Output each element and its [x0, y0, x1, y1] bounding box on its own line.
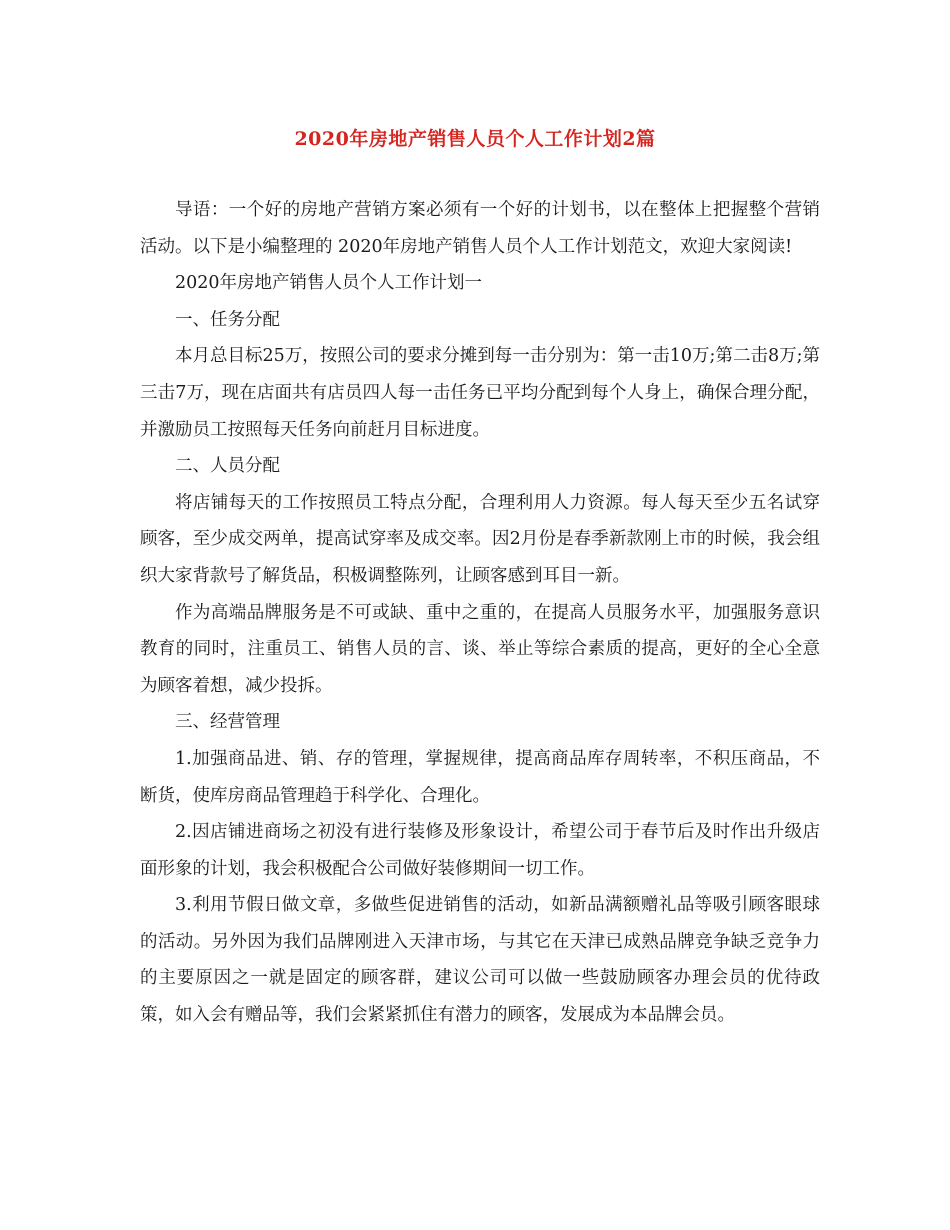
intro-paragraph: 导语：一个好的房地产营销方案必须有一个好的计划书，以在整体上把握整个营销活动。以下是小编整理的 2020年房地产销售人员个人工作计划范文，欢迎大家阅读!	[140, 200, 820, 257]
task-allocation-paragraph: 本月总目标25万，按照公司的要求分摊到每一击分别为：第一击10万;第二击8万;第三击7万，现在店面共有店员四人每一击任务已平均分配到每个人身上，确保合理分配，并激励员工按照每天任务向前赶月目标进度。	[140, 346, 820, 440]
operations-item-1: 1.加强商品进、销、存的管理，掌握规律，提高商品库存周转率，不积压商品，不断货，使库房商品管理趋于科学化、合理化。	[140, 748, 820, 806]
staff-allocation-paragraph: 将店铺每天的工作按照员工特点分配，合理利用人力资源。每人每天至少五名试穿顾客，至少成交两单，提高试穿率及成交率。因2月份是春季新款刚上市的时候，我会组织大家背款号了解货品，积极调整陈列，让顾客感到耳目一新。	[140, 492, 820, 586]
section-heading-task-allocation: 一、任务分配	[175, 309, 280, 330]
section-heading-staff-allocation: 二、人员分配	[175, 456, 280, 477]
operations-item-2: 2.因店铺进商场之初没有进行装修及形象设计，希望公司于春节后及时作出升级店面形象的计划，我会积极配合公司做好装修期间一切工作。	[140, 822, 820, 879]
document-title: 2020年房地产销售人员个人工作计划2篇	[294, 128, 656, 150]
plan-heading: 2020年房地产销售人员个人工作计划一	[175, 273, 483, 294]
operations-item-3: 3.利用节假日做文章，多做些促进销售的活动，如新品满额赠礼品等吸引顾客眼球的活动。另外因为我们品牌刚进入天津市场，与其它在天津已成熟品牌竞争缺乏竞争力的主要原因之一就是固定的顾客群，建议公司可以做一些鼓励顾客办理会员的优待政策，如入会有赠品等，我们会紧紧抓住有潜力的顾客，发展成为本品牌会员。	[140, 895, 820, 1026]
document-body	[140, 192, 820, 1034]
service-paragraph: 作为高端品牌服务是不可或缺、重中之重的，在提高人员服务水平，加强服务意识教育的同时，注重员工、销售人员的言、谈、举止等综合素质的提高，更好的全心全意为顾客着想，减少投拆。	[140, 602, 820, 696]
section-heading-operations: 三、经营管理	[175, 712, 280, 733]
